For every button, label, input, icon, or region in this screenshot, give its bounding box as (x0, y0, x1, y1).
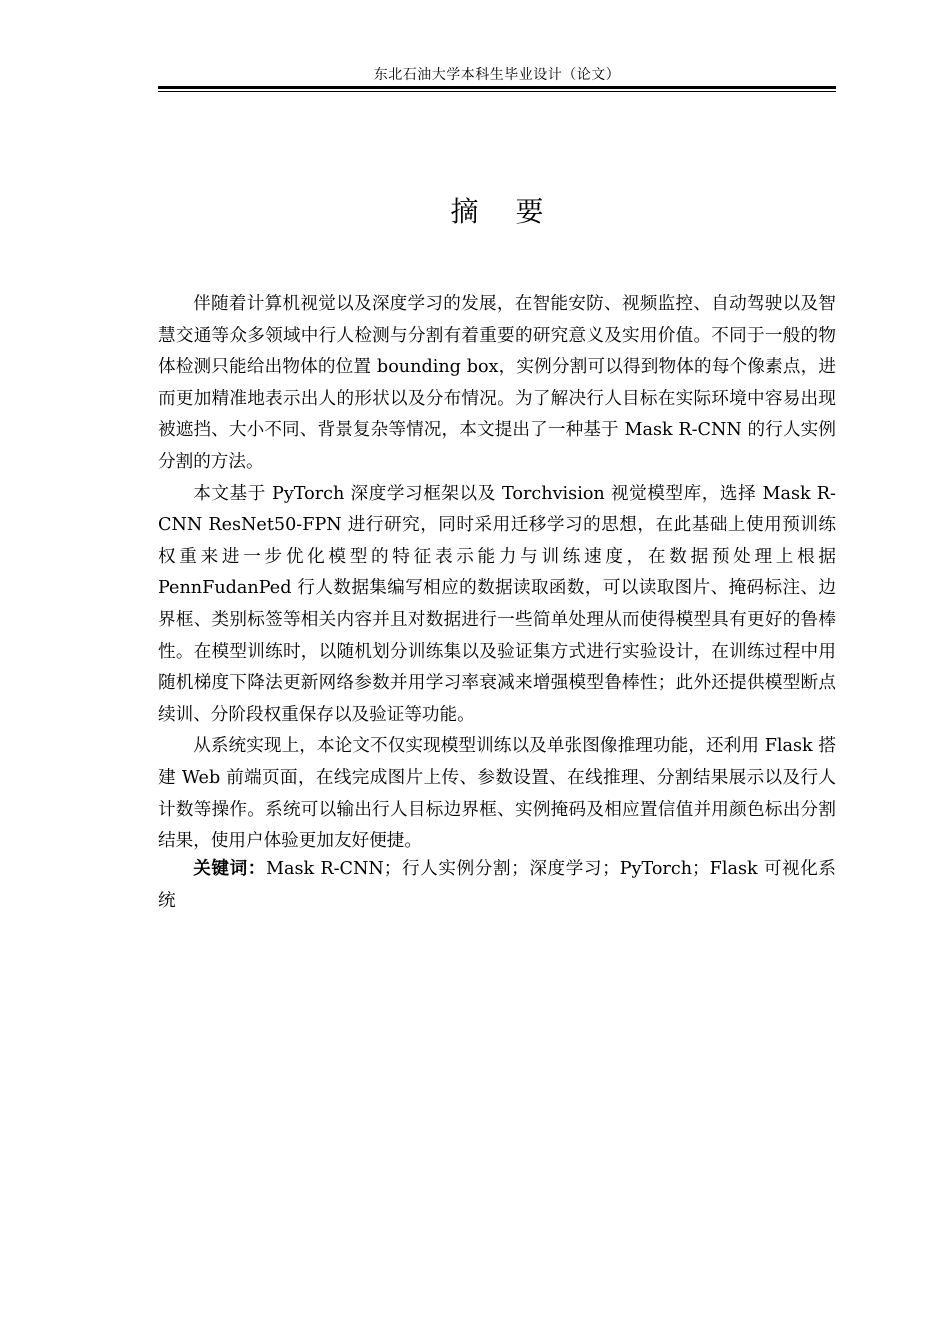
keywords-text: Mask R-CNN；行人实例分割；深度学习；PyTorch；Flask 可视化系统 (158, 859, 836, 911)
abstract-paragraph-2: 本文基于 PyTorch 深度学习框架以及 Torchvision 视觉模型库，选择 Mask R-CNN ResNet50-FPN 进行研究，同时采用迁移学习的思想，在此基础上使用预训练权重来进一步优化模型的特征表示能力与训练速度，在数据预处理上根据 PennFudanPed 行人数据集编写相应的数据读取函数，可以读取图片、掩码标注、边界框、类别标签等相关内容并且对数据进行一些简单处理从而使得模型具有更好的鲁棒性。在模型训练时，以随机划分训练集以及验证集方式进行实验设计，在训练过程中用随机梯度下降法更新网络参数并用学习率衰减来增强模型鲁棒性；此外还提供模型断点续训、分阶段权重保存以及验证等功能。 (158, 483, 836, 725)
header-rule-thick (158, 86, 836, 89)
keywords-label: 关键词： (193, 859, 266, 879)
abstract-paragraph-3: 从系统实现上，本论文不仅实现模型训练以及单张图像推理功能，还利用 Flask 搭建 Web 前端页面，在线完成图片上传、参数设置、在线推理、分割结果展示以及行人计数等操作。系统可以输出行人目标边界框、实例掩码及相应置信值并用颜色标出分割结果，使用户体验更加友好便捷。 (158, 736, 836, 852)
abstract-title: 摘 要 (450, 195, 558, 228)
abstract-body (158, 289, 836, 858)
abstract-paragraph-1: 伴随着计算机视觉以及深度学习的发展，在智能安防、视频监控、自动驾驶以及智慧交通等众多领域中行人检测与分割有着重要的研究意义及实用价值。不同于一般的物体检测只能给出物体的位置 bounding box，实例分割可以得到物体的每个像素点，进而更加精准地表示出人的形状以及分布情况。为了解决行人目标在实际环境中容易出现被遮挡、大小不同、背景复杂等情况，本文提出了一种基于 Mask R-CNN 的行人实例分割的方法。 (158, 294, 836, 472)
keywords-line (158, 854, 836, 917)
running-header: 东北石油大学本科生毕业设计（论文） (373, 67, 621, 83)
header-rule-thin (158, 91, 836, 92)
